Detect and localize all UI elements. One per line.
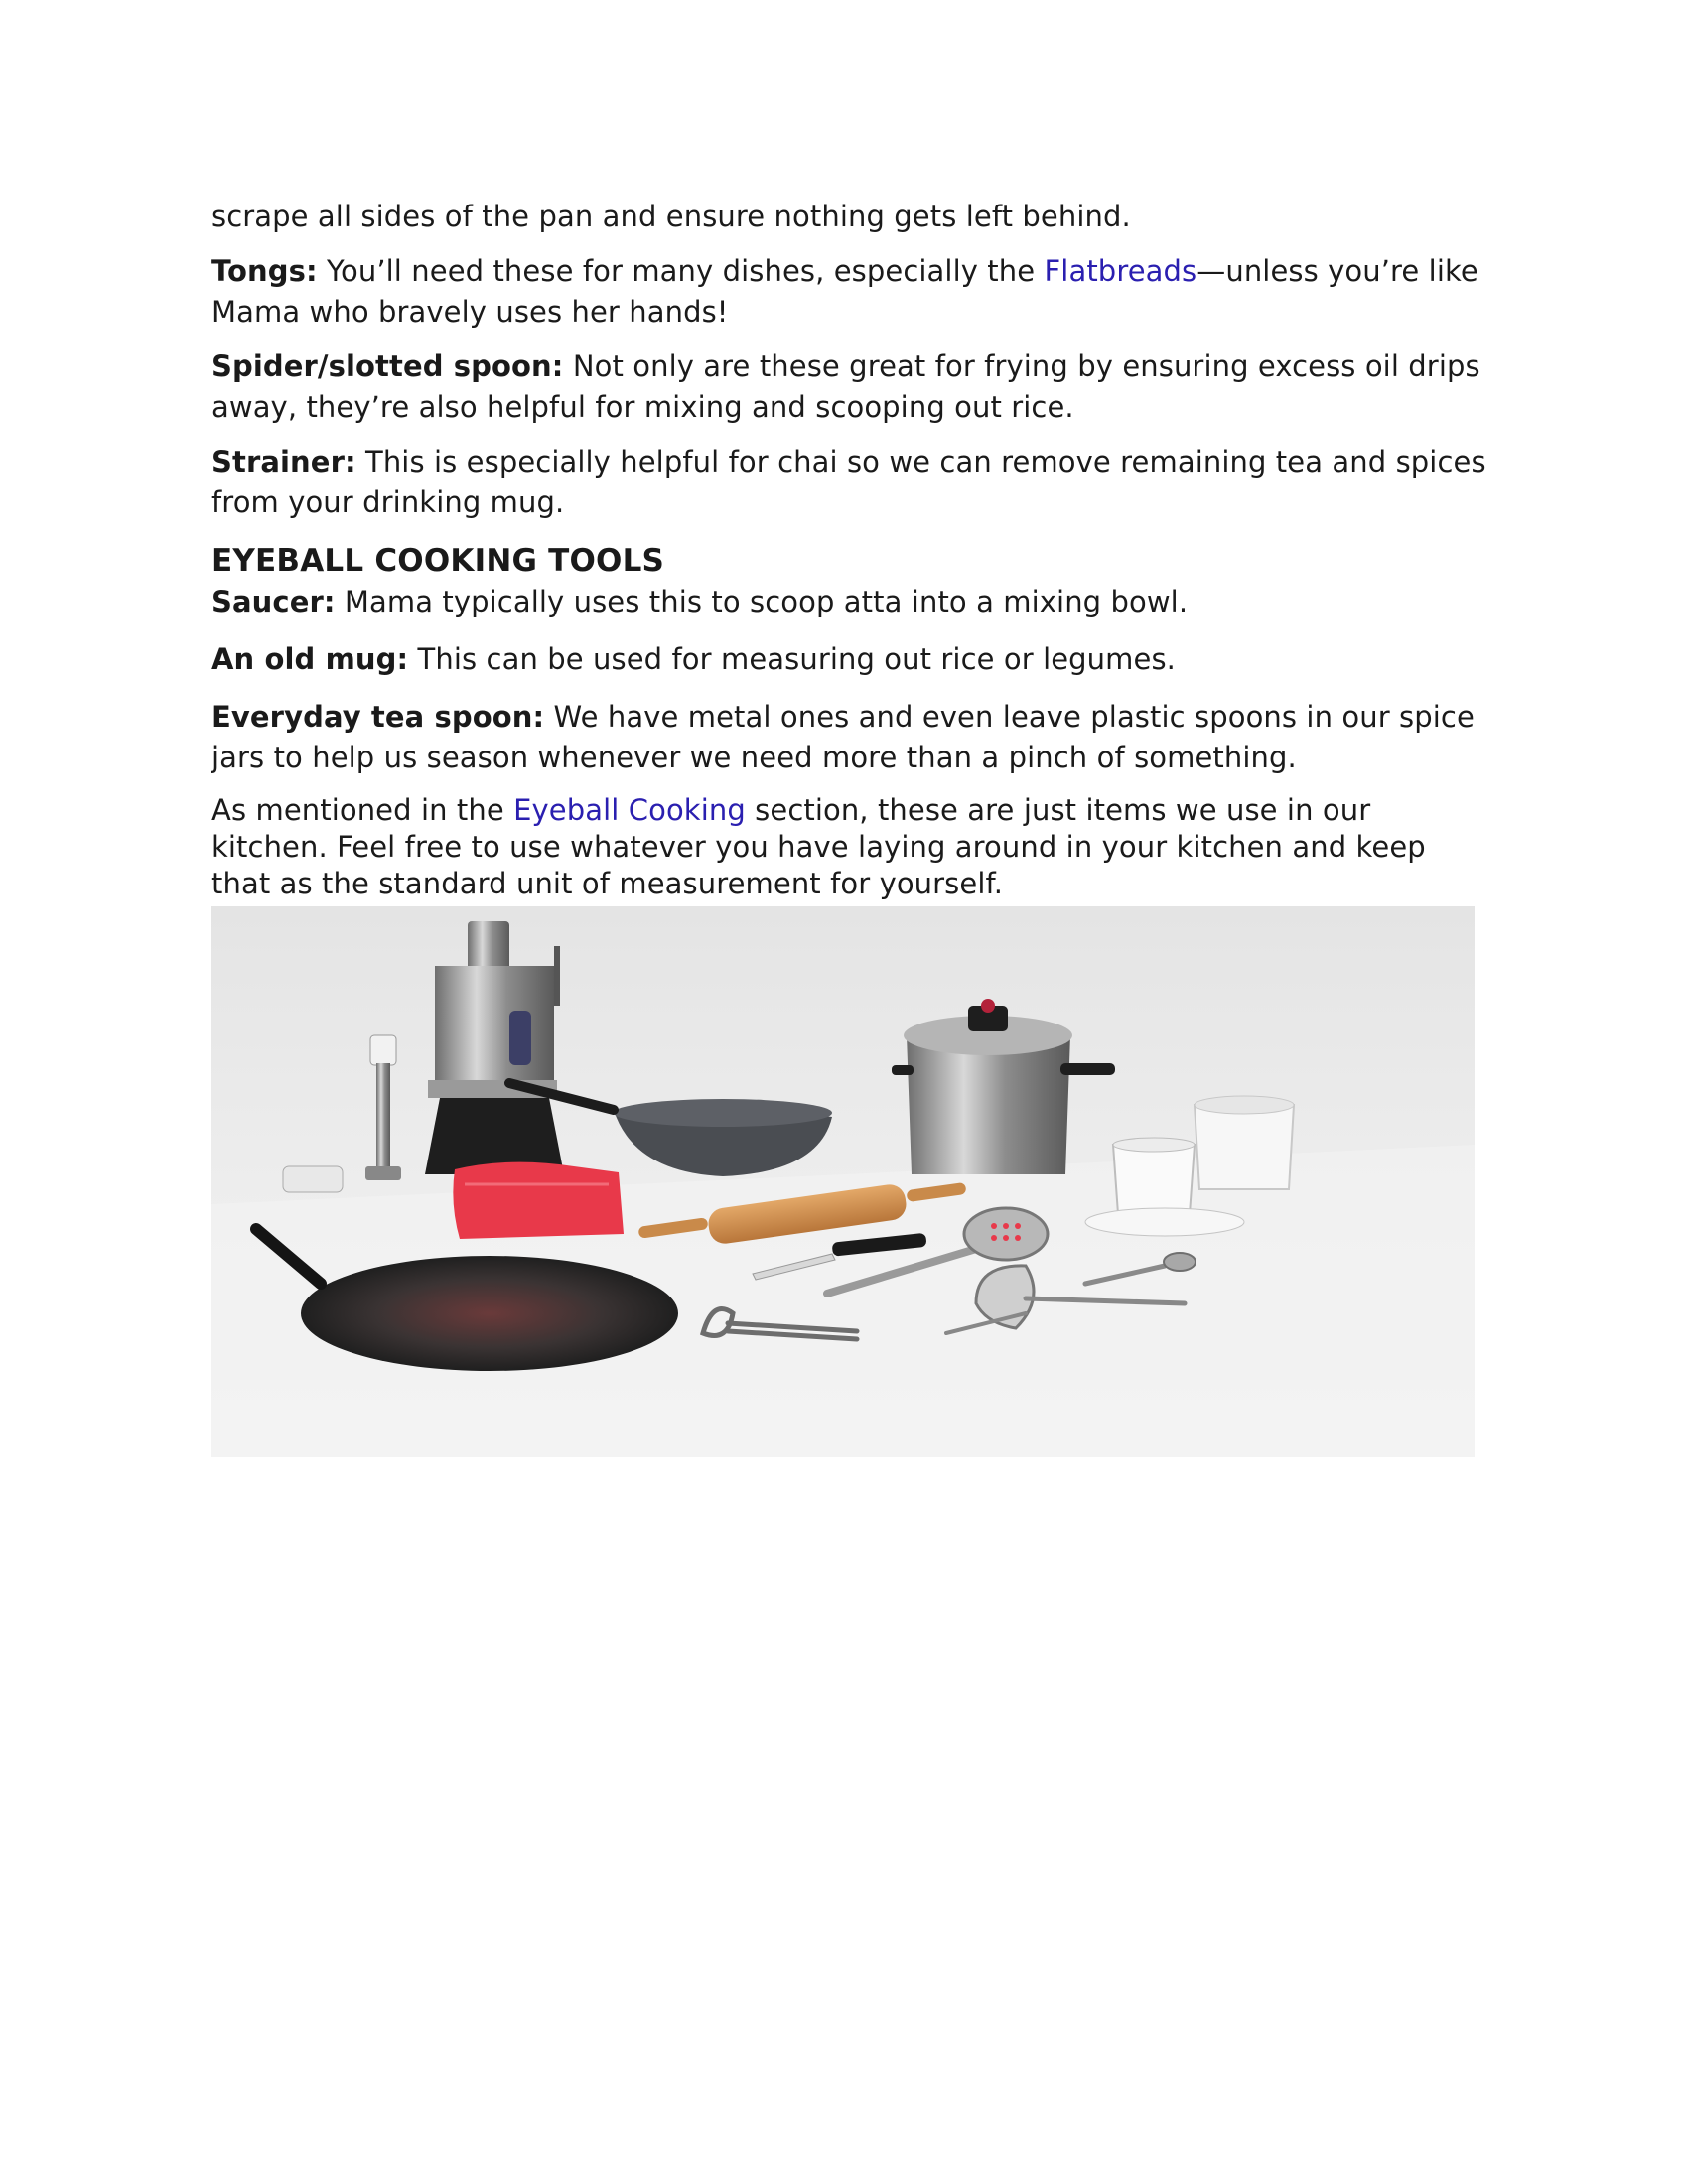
tongs-text-after: —unless you’re like Mama who bravely uses her hands! [211, 254, 1478, 329]
mug-label: An old mug: [211, 642, 409, 676]
mug-text: This can be used for measuring out rice or legumes. [408, 642, 1176, 676]
teaspoon-label: Everyday tea spoon: [211, 700, 545, 734]
spider-paragraph [211, 346, 1487, 428]
teaspoon-text: We have metal ones and even leave plastic spoons in our spice jars to help us season whenever we need more than a pinch of something. [211, 700, 1475, 774]
saucer-text: Mama typically uses this to scoop atta into a mixing bowl. [335, 585, 1189, 618]
tongs-label: Tongs: [211, 254, 318, 288]
closing-paragraph [211, 792, 1487, 902]
strainer-paragraph [211, 442, 1487, 523]
spider-text: Not only are these great for frying by ensuring excess oil drips away, they’re also helpful for mixing and scooping out rice. [211, 349, 1480, 424]
eyeball-cooking-link[interactable]: Eyeball Cooking [513, 793, 746, 827]
tongs-text-before: You’ll need these for many dishes, especially the [317, 254, 1045, 288]
intro-paragraph: scrape all sides of the pan and ensure nothing gets left behind. [211, 200, 1131, 233]
teaspoon-paragraph [211, 697, 1487, 778]
kitchen-tools-photo [211, 906, 1475, 1457]
red-board [453, 1162, 624, 1239]
saucer-label: Saucer: [211, 585, 336, 618]
kitchen-tools-illustration [211, 906, 1475, 1457]
closing-text-after: section, these are just items we use in our kitchen. Feel free to use whatever you have laying around in your kitchen and keep that as the standard unit of measurement for yourself. [211, 793, 1426, 900]
strainer-text: This is especially helpful for chai so we can remove remaining tea and spices from your drinking mug. [211, 445, 1486, 519]
strainer-label: Strainer: [211, 445, 356, 478]
tongs-paragraph [211, 251, 1487, 333]
mug-paragraph [211, 639, 1487, 680]
section-heading: EYEBALL COOKING TOOLS [211, 543, 665, 579]
saucer-paragraph [211, 582, 1487, 622]
spider-label: Spider/slotted spoon: [211, 349, 564, 383]
document-body [211, 197, 1487, 916]
flatbreads-link[interactable]: Flatbreads [1044, 254, 1197, 288]
closing-text-before: As mentioned in the [211, 793, 514, 827]
